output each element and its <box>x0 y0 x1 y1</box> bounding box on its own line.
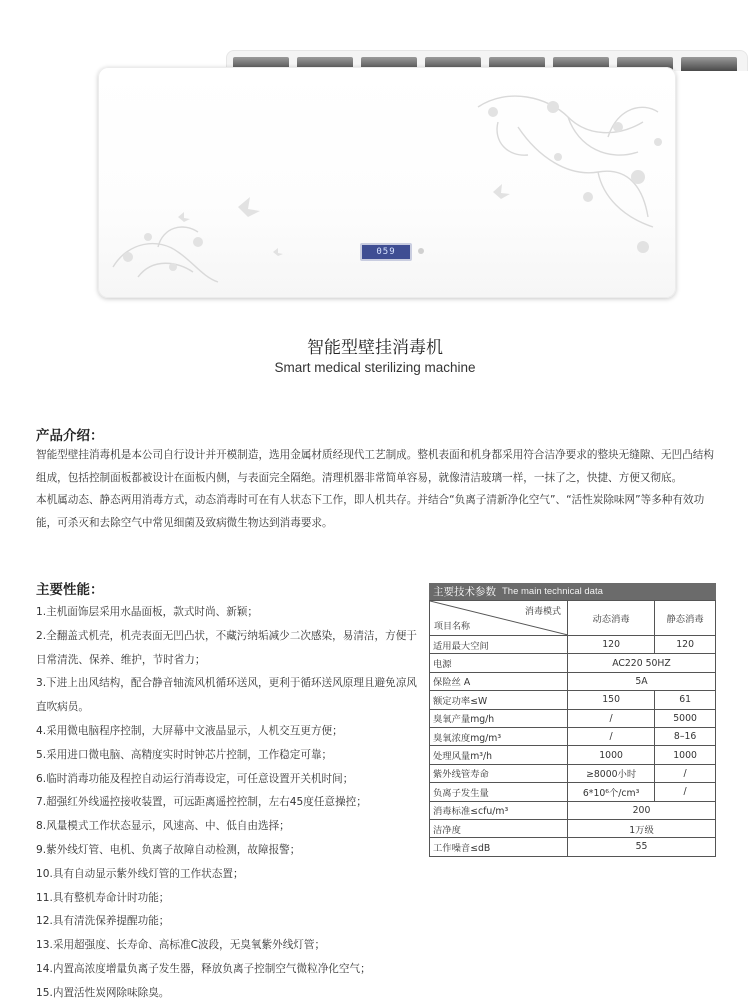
spec-value-dynamic: ≥8000小时 <box>568 764 655 782</box>
spec-value-merged: 5A <box>568 672 716 690</box>
lcd-display: 059 <box>360 243 412 261</box>
spec-value-static: 61 <box>655 691 716 709</box>
feature-item: 12.具有清洗保养提醒功能； <box>36 915 170 928</box>
spec-value-static: / <box>655 783 716 801</box>
table-row <box>430 672 716 690</box>
ir-receiver-indicator <box>418 248 424 254</box>
spec-value-static: 1000 <box>655 746 716 764</box>
spec-item-name: 消毒标准≤cfu/m³ <box>430 801 568 819</box>
spec-value-merged: AC220 50HZ <box>568 654 716 672</box>
spec-item-name: 工作噪音≤dB <box>430 838 568 856</box>
spec-value-static: 8–16 <box>655 727 716 745</box>
spec-item-name: 洁净度 <box>430 819 568 837</box>
table-row <box>430 838 716 856</box>
product-image <box>98 50 676 298</box>
table-row <box>430 636 716 654</box>
feature-item: 14.内置高浓度增量负离子发生器，释放负离子控制空气微粒净化空气； <box>36 962 371 975</box>
spec-value-dynamic: 6*10⁶个/cm³ <box>568 783 655 801</box>
table-row <box>430 764 716 782</box>
table-header-row <box>430 601 716 636</box>
spec-table <box>429 583 716 857</box>
spec-item-name: 保险丝 A <box>430 672 568 690</box>
spec-item-name: 电源 <box>430 654 568 672</box>
spec-value-dynamic: 150 <box>568 691 655 709</box>
feature-item: 15.内置活性炭网除味除臭。 <box>36 986 170 999</box>
intro-text <box>36 444 716 534</box>
header-dynamic: 动态消毒 <box>568 601 655 636</box>
floral-pattern-decoration <box>98 67 676 298</box>
header-diagonal-cell <box>430 601 568 636</box>
feature-item: 11.具有整机寿命计时功能； <box>36 891 170 904</box>
spec-table-header <box>429 583 716 600</box>
feature-item: 10.具有自动显示紫外线灯管的工作状态置； <box>36 867 244 880</box>
feature-item: 5.采用进口微电脑、高精度实时时钟芯片控制，工作稳定可靠； <box>36 748 333 761</box>
spec-value-static: 120 <box>655 636 716 654</box>
header-static: 静态消毒 <box>655 601 716 636</box>
device-front-panel <box>98 67 676 298</box>
spec-item-name: 处理风量m³/h <box>430 746 568 764</box>
table-row <box>430 746 716 764</box>
features-heading: 主要性能： <box>36 582 104 598</box>
intro-heading: 产品介绍： <box>36 428 104 444</box>
table-row <box>430 691 716 709</box>
features-list <box>36 601 421 1006</box>
intro-paragraph: 智能型壁挂消毒机是本公司自行设计并开模制造，选用金属材质经现代工艺制成。整机表面和机身都采用符合洁净要求的整块无缝隙、无凹凸结构组成，包括控制面板都被设计在面板内侧，与表面完全隔绝。清理机器非常简单容易，就像清洁玻璃一样，一抹了之，快捷、方便又彻底。 <box>36 449 714 484</box>
spec-value-dynamic: / <box>568 709 655 727</box>
table-row <box>430 801 716 819</box>
feature-item: 2.全翻盖式机壳，机壳表面无凹凸状，不藏污纳垢减少二次感染，易清洁，方便于日常清洗、保养、维护，节时省力； <box>36 629 417 666</box>
spec-value-static: 5000 <box>655 709 716 727</box>
feature-item: 1.主机面饰层采用水晶面板，款式时尚、新颖； <box>36 606 258 618</box>
spec-item-name: 额定功率≤W <box>430 691 568 709</box>
spec-item-name: 臭氧产量mg/h <box>430 709 568 727</box>
spec-item-name: 紫外线管寿命 <box>430 764 568 782</box>
spec-value-dynamic: 120 <box>568 636 655 654</box>
spec-value-merged: 200 <box>568 801 716 819</box>
feature-item: 7.超强红外线遥控接收装置，可远距离遥控控制，左右45度任意操控； <box>36 796 367 809</box>
product-title-en: Smart medical sterilizing machine <box>274 360 476 375</box>
table-row <box>430 819 716 837</box>
spec-value-merged: 55 <box>568 838 716 856</box>
spec-value-static: / <box>655 764 716 782</box>
header-mode-label: 消毒模式 <box>524 607 561 617</box>
feature-item: 6.临时消毒功能及程控自动运行消毒设定，可任意设置开关机时间； <box>36 772 354 785</box>
spec-title-cn: 主要技术参数 <box>433 586 496 598</box>
feature-item: 8.风量模式工作状态显示，风速高、中、低自由选择； <box>36 820 290 833</box>
spec-value-dynamic: 1000 <box>568 746 655 764</box>
product-title-cn: 智能型壁挂消毒机 <box>307 338 443 358</box>
table-row <box>430 783 716 801</box>
spec-value-merged: 1万级 <box>568 819 716 837</box>
feature-item: 3.下进上出风结构，配合静音轴流风机循环送风，更利于循环送风原理且避免凉风直吹病员。 <box>36 677 417 714</box>
spec-grid <box>429 600 716 857</box>
spec-title-en: The main technical data <box>502 586 603 597</box>
table-row <box>430 727 716 745</box>
spec-item-name: 臭氧浓度mg/m³ <box>430 727 568 745</box>
table-row <box>430 654 716 672</box>
feature-item: 13.采用超强度、长寿命、高标准C波段，无臭氧紫外线灯管； <box>36 939 326 952</box>
header-item-label: 项目名称 <box>434 622 471 632</box>
spec-item-name: 适用最大空间 <box>430 636 568 654</box>
table-row <box>430 709 716 727</box>
spec-item-name: 负离子发生量 <box>430 783 568 801</box>
feature-item: 4.采用微电脑程序控制，大屏幕中文液晶显示，人机交互更方便； <box>36 724 343 737</box>
feature-item: 9.紫外线灯管、电机、负离子故障自动检测，故障报警； <box>36 843 301 856</box>
spec-value-dynamic: / <box>568 727 655 745</box>
intro-paragraph: 本机属动态、静态两用消毒方式，动态消毒时可在有人状态下工作，即人机共存。并结合“负离子清新净化空气”、“活性炭除味网”等多种有效功能，可杀灭和去除空气中常见细菌及致病微生物达到消毒要求。 <box>36 494 705 529</box>
